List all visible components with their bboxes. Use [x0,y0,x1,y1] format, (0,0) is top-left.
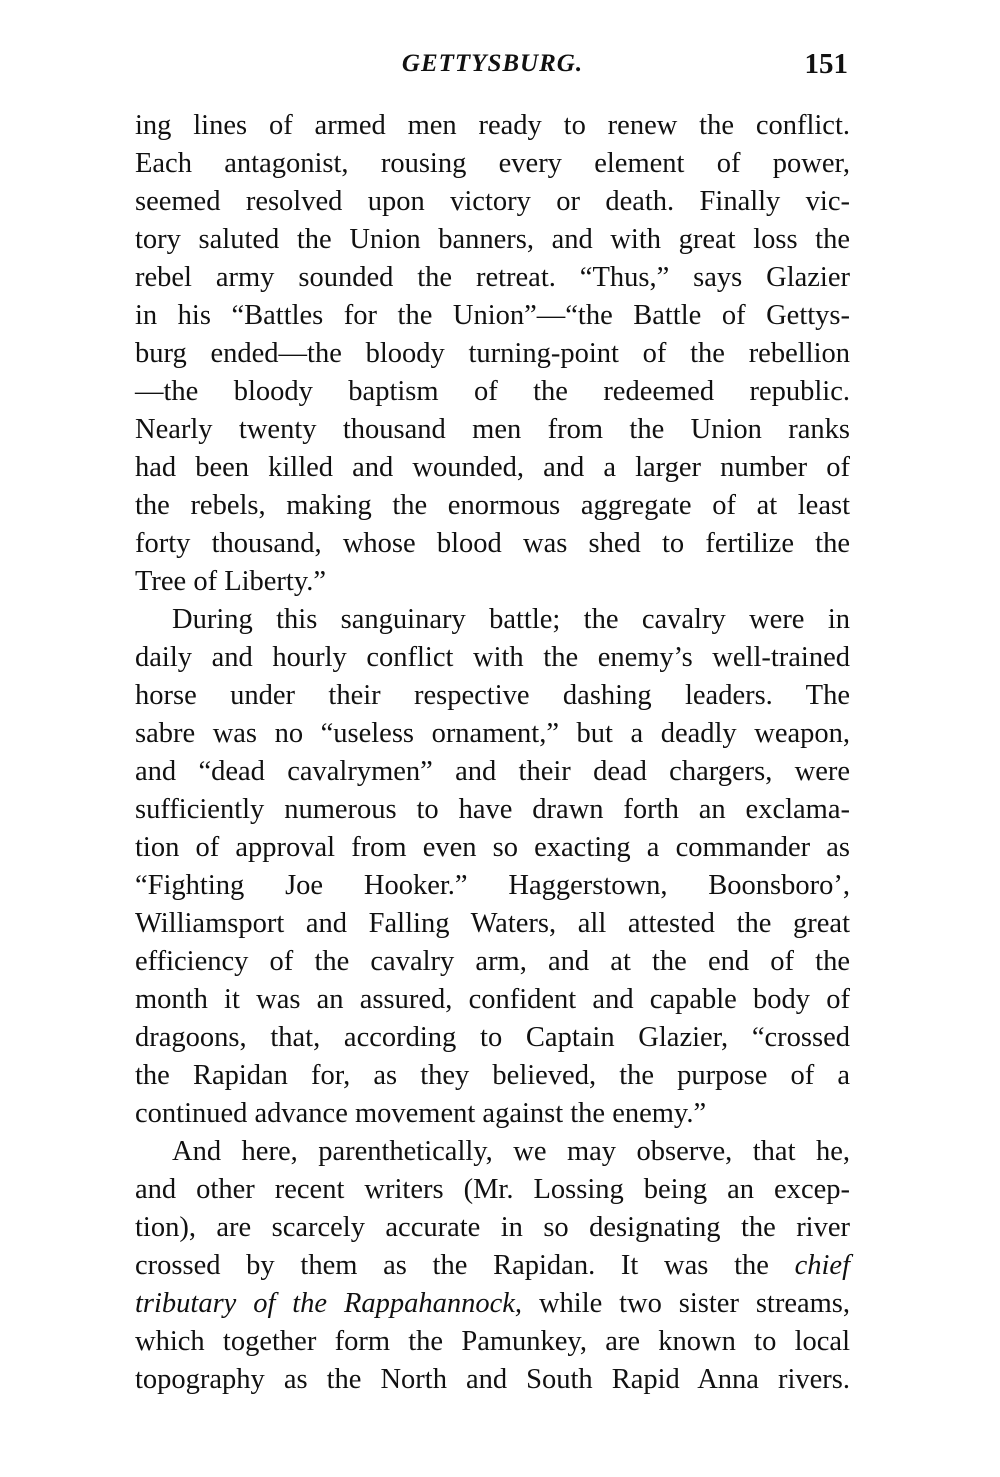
text-segment: and “dead cavalrymen” and their dead chargers, were [135,756,850,787]
text-line [135,791,850,829]
text-segment: Tree of Liberty.” [135,566,326,597]
text-line [135,639,850,677]
text-line [135,715,850,753]
page-header [135,48,850,88]
text-segment: Williamsport and Falling Waters, all attested the great [135,908,850,939]
text-segment: forty thousand, whose blood was shed to fertilize the [135,528,850,559]
text-line [135,867,850,905]
running-title: GETTYSBURG. [401,50,584,77]
text-segment: while two sister streams, [522,1288,850,1319]
text-line [135,145,850,183]
text-segment: dragoons, that, according to Captain Glazier, “crossed [135,1022,850,1053]
text-line [135,373,850,411]
text-segment: topography as the North and South Rapid Anna rivers. [135,1364,850,1395]
text-line [135,753,850,791]
text-segment: and other recent writers (Mr. Lossing being an excep- [135,1174,850,1205]
text-segment: rebel army sounded the retreat. “Thus,” says Glazier [135,262,850,293]
text-segment: the Rapidan for, as they believed, the purpose of a [135,1060,850,1091]
text-line [135,297,850,335]
text-segment: which together form the Pamunkey, are known to local [135,1326,850,1357]
text-segment: sufficiently numerous to have drawn forth an exclama- [135,794,850,825]
text-line [135,1133,850,1171]
text-segment: During this sanguinary battle; the cavalry were in [172,604,850,635]
text-line [135,905,850,943]
page-number: 151 [804,48,848,80]
text-line [135,601,850,639]
text-line [135,525,850,563]
text-segment: crossed by them as the Rapidan. It was the [135,1250,795,1281]
text-segment: Nearly twenty thousand men from the Union ranks [135,414,850,445]
text-segment: tion of approval from even so exacting a commander as [135,832,850,863]
body-text [135,107,850,1399]
text-line [135,1361,850,1399]
text-segment: month it was an assured, confident and capable body of [135,984,850,1015]
text-segment: tion), are scarcely accurate in so designating the river [135,1212,850,1243]
text-segment: burg ended—the bloody turning-point of the rebellion [135,338,850,369]
text-line [135,487,850,525]
text-segment: ing lines of armed men ready to renew the conflict. [135,110,850,141]
text-segment: tory saluted the Union banners, and with great loss the [135,224,850,255]
text-segment: “Fighting Joe Hooker.” Haggerstown, Boonsboro’, [135,870,850,901]
text-line [135,1209,850,1247]
text-segment: And here, parenthetically, we may observe, that he, [172,1136,850,1167]
text-line [135,981,850,1019]
text-segment: continued advance movement against the enemy.” [135,1098,707,1129]
text-line [135,1247,850,1285]
italic-text: chief [794,1250,850,1281]
text-line [135,1057,850,1095]
text-segment: Each antagonist, rousing every element of power, [135,148,850,179]
text-line [135,1171,850,1209]
text-segment: —the bloody baptism of the redeemed republic. [135,376,850,407]
text-segment: sabre was no “useless ornament,” but a deadly weapon, [135,718,850,749]
text-line [135,221,850,259]
text-line [135,107,850,145]
text-line [135,1323,850,1361]
text-line [135,449,850,487]
text-segment: daily and hourly conflict with the enemy’s well-trained [135,642,850,673]
text-line [135,259,850,297]
text-line [135,1285,850,1323]
text-segment: in his “Battles for the Union”—“the Battle of Gettys- [135,300,850,331]
text-line [135,829,850,867]
italic-text: tributary of the Rappahannock, [135,1288,523,1319]
text-line [135,563,850,601]
text-segment: the rebels, making the enormous aggregate of at least [135,490,850,521]
text-segment: seemed resolved upon victory or death. Finally vic- [135,186,850,217]
text-segment: had been killed and wounded, and a larger number of [135,452,850,483]
text-line [135,943,850,981]
text-line [135,335,850,373]
text-segment: horse under their respective dashing leaders. The [135,680,850,711]
text-segment: efficiency of the cavalry arm, and at the end of the [135,946,850,977]
text-line [135,183,850,221]
text-line [135,677,850,715]
text-line [135,1095,850,1133]
text-line [135,411,850,449]
text-line [135,1019,850,1057]
